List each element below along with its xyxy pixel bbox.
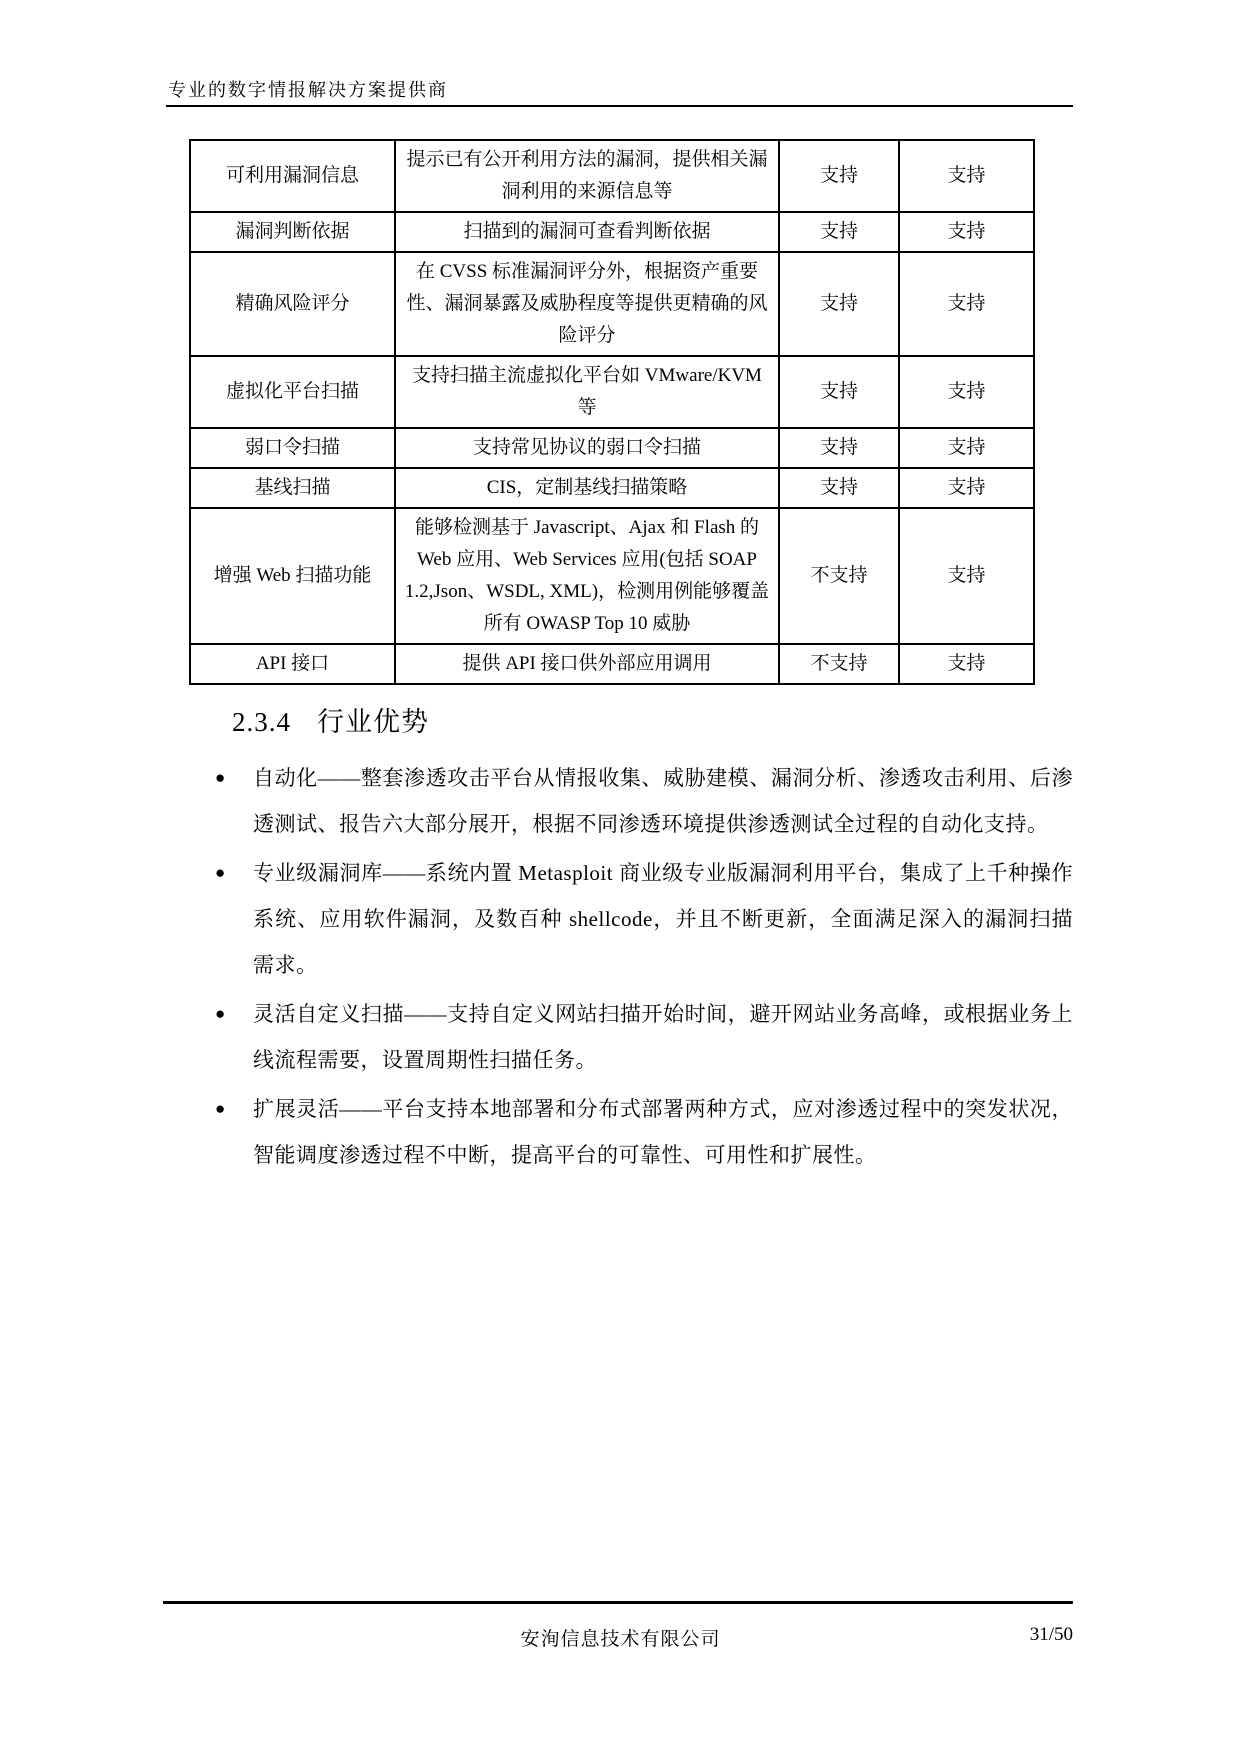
list-item-text: 专业级漏洞库——系统内置 Metasploit 商业级专业版漏洞利用平台，集成了上千种操作系统、应用软件漏洞，及数百种 shellcode，并且不断更新，全面满足深入的漏洞扫描需求。 bbox=[253, 861, 1073, 977]
bullet-icon: ● bbox=[215, 1004, 226, 1023]
support-a-cell: 支持 bbox=[779, 252, 899, 356]
support-a-cell: 支持 bbox=[779, 356, 899, 428]
table-row bbox=[190, 644, 1034, 684]
feature-description-cell: 在 CVSS 标准漏洞评分外，根据资产重要性、漏洞暴露及威胁程度等提供更精确的风险评分 bbox=[395, 252, 779, 356]
footer-company-name: 安洵信息技术有限公司 bbox=[520, 1629, 721, 1650]
feature-name-cell: 基线扫描 bbox=[190, 468, 395, 508]
table-row bbox=[190, 508, 1034, 644]
table-row bbox=[190, 468, 1034, 508]
page-header-title: 专业的数字情报解决方案提供商 bbox=[168, 80, 448, 100]
support-a-cell: 支持 bbox=[779, 468, 899, 508]
list-item bbox=[215, 755, 1073, 847]
feature-name-cell: 弱口令扫描 bbox=[190, 428, 395, 468]
feature-name-cell: 增强 Web 扫描功能 bbox=[190, 508, 395, 644]
feature-description-cell: CIS，定制基线扫描策略 bbox=[395, 468, 779, 508]
bullet-icon: ● bbox=[215, 768, 226, 787]
support-b-cell: 支持 bbox=[899, 140, 1034, 212]
section-number: 2.3.4 bbox=[232, 707, 291, 737]
bullet-icon: ● bbox=[215, 863, 226, 882]
feature-name-cell: 精确风险评分 bbox=[190, 252, 395, 356]
feature-name-cell: API 接口 bbox=[190, 644, 395, 684]
list-item-text: 扩展灵活——平台支持本地部署和分布式部署两种方式，应对渗透过程中的突发状况，智能调度渗透过程不中断，提高平台的可靠性、可用性和扩展性。 bbox=[253, 1097, 1073, 1167]
list-item-text: 自动化——整套渗透攻击平台从情报收集、威胁建模、漏洞分析、渗透攻击利用、后渗透测试、报告六大部分展开，根据不同渗透环境提供渗透测试全过程的自动化支持。 bbox=[253, 766, 1073, 836]
list-item bbox=[215, 850, 1073, 988]
table-row bbox=[190, 356, 1034, 428]
support-a-cell: 支持 bbox=[779, 212, 899, 252]
support-b-cell: 支持 bbox=[899, 252, 1034, 356]
feature-comparison-table bbox=[189, 139, 1035, 685]
support-a-cell: 不支持 bbox=[779, 508, 899, 644]
support-b-cell: 支持 bbox=[899, 356, 1034, 428]
feature-name-cell: 虚拟化平台扫描 bbox=[190, 356, 395, 428]
bullet-icon: ● bbox=[215, 1099, 226, 1118]
feature-description-cell: 提示已有公开利用方法的漏洞，提供相关漏洞利用的来源信息等 bbox=[395, 140, 779, 212]
feature-description-cell: 能够检测基于 Javascript、Ajax 和 Flash 的 Web 应用、Web Services 应用(包括 SOAP 1.2,Json、WSDL, XML)，检测用例能够覆盖所有 OWASP Top 10 威胁 bbox=[395, 508, 779, 644]
feature-description-cell: 支持扫描主流虚拟化平台如 VMware/KVM 等 bbox=[395, 356, 779, 428]
table-row bbox=[190, 212, 1034, 252]
support-a-cell: 支持 bbox=[779, 140, 899, 212]
support-b-cell: 支持 bbox=[899, 508, 1034, 644]
footer-page-number: 31/50 bbox=[1029, 1624, 1073, 1645]
list-item bbox=[215, 991, 1073, 1083]
feature-description-cell: 支持常见协议的弱口令扫描 bbox=[395, 428, 779, 468]
section-heading bbox=[232, 700, 429, 739]
feature-name-cell: 漏洞判断依据 bbox=[190, 212, 395, 252]
table-row bbox=[190, 428, 1034, 468]
header-rule bbox=[166, 105, 1073, 107]
support-b-cell: 支持 bbox=[899, 212, 1034, 252]
table-row bbox=[190, 140, 1034, 212]
section-title: 行业优势 bbox=[317, 707, 429, 737]
feature-description-cell: 提供 API 接口供外部应用调用 bbox=[395, 644, 779, 684]
table-row bbox=[190, 252, 1034, 356]
support-a-cell: 不支持 bbox=[779, 644, 899, 684]
list-item bbox=[215, 1086, 1073, 1178]
advantages-list bbox=[215, 755, 1073, 1181]
support-b-cell: 支持 bbox=[899, 468, 1034, 508]
feature-description-cell: 扫描到的漏洞可查看判断依据 bbox=[395, 212, 779, 252]
list-item-text: 灵活自定义扫描——支持自定义网站扫描开始时间，避开网站业务高峰，或根据业务上线流程需要，设置周期性扫描任务。 bbox=[253, 1002, 1073, 1072]
footer-rule bbox=[163, 1601, 1073, 1604]
support-b-cell: 支持 bbox=[899, 428, 1034, 468]
support-a-cell: 支持 bbox=[779, 428, 899, 468]
support-b-cell: 支持 bbox=[899, 644, 1034, 684]
feature-name-cell: 可利用漏洞信息 bbox=[190, 140, 395, 212]
